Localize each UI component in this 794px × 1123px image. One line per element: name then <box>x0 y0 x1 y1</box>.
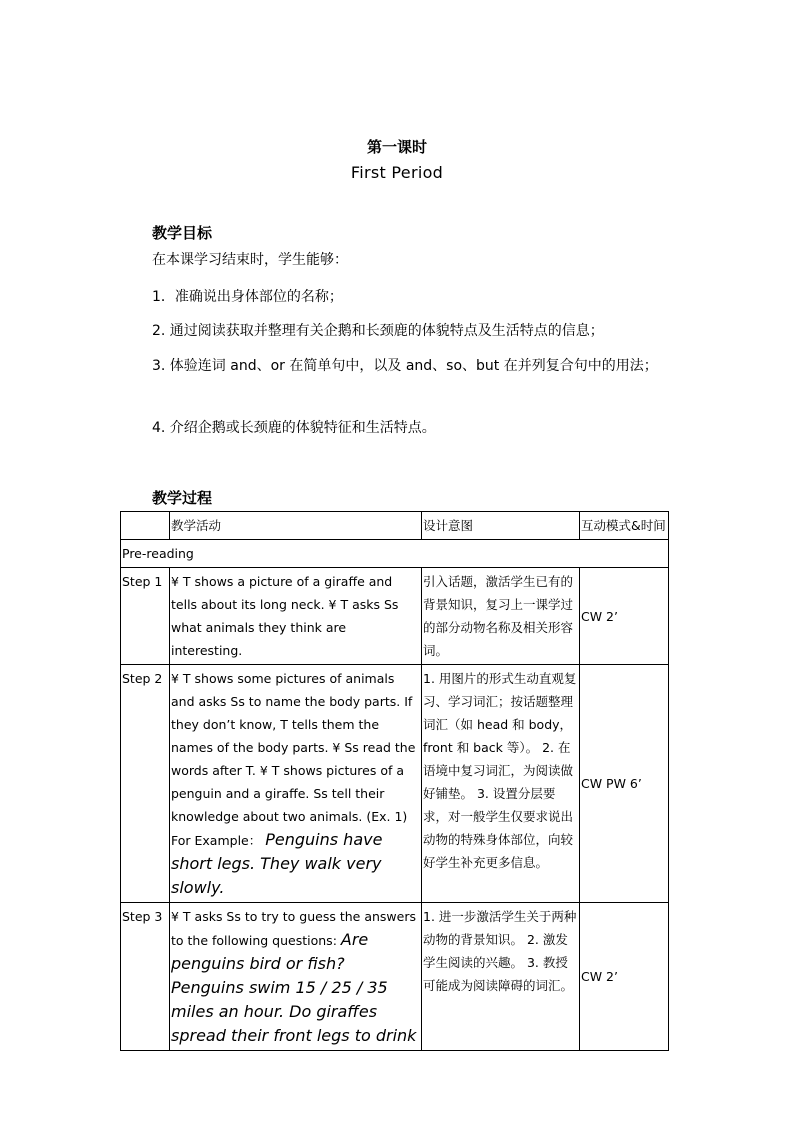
table-header-row <box>121 512 669 540</box>
process-heading: 教学过程 <box>152 489 213 507</box>
process-table <box>120 511 669 1051</box>
step-activity-example: Penguins have short legs. They walk very slowly. <box>171 830 383 897</box>
section-label: Pre-reading <box>121 540 669 568</box>
section-row <box>121 540 669 568</box>
step-activity: ¥ T shows a picture of a giraffe and tells about its long neck. ¥ T asks Ss what animals they think are interesting. <box>170 568 422 665</box>
objective-item-4: 4. 介绍企鹅或长颈鹿的体貌特征和生活特点。 <box>152 420 436 436</box>
header-cell-mode: 互动模式&时间 <box>580 512 669 540</box>
objectives-heading: 教学目标 <box>152 224 213 242</box>
table-row <box>121 568 669 665</box>
table-row <box>121 903 669 1051</box>
step-mode: CW 2’ <box>580 568 669 665</box>
objective-item-2: 2. 通过阅读获取并整理有关企鹅和长颈鹿的体貌特点及生活特点的信息； <box>152 323 604 339</box>
step-activity-cell <box>170 665 422 903</box>
step-intent: 引入话题，激活学生已有的背景知识，复习上一课学过的部分动物名称及相关形容词。 <box>422 568 580 665</box>
step-label: Step 1 <box>121 568 170 665</box>
step-activity-cell <box>170 903 422 1051</box>
table-row <box>121 665 669 903</box>
page-title-en: First Period <box>350 163 444 182</box>
header-cell-step <box>121 512 170 540</box>
step-label: Step 3 <box>121 903 170 1051</box>
step-activity-example: Are penguins bird or fish? Penguins swim 15 / 25 / 35 miles an hour. Do giraffes spread their front legs to drink <box>171 930 417 1045</box>
step-intent: 1. 用图片的形式生动直观复习、学习词汇；按话题整理词汇（如 head 和 body，front 和 back 等）。 2. 在语境中复习词汇，为阅读做好铺垫。 3. 设置分层要求，对一般学生仅要求说出动物的特殊身体部位，向较好学生补充更多信息。 <box>422 665 580 903</box>
step-activity: ¥ T asks Ss to try to guess the answers to the following questions: <box>171 909 417 948</box>
step-activity: ¥ T shows some pictures of animals and asks Ss to name the body parts. If they don’t know, T tells them the names of the body parts. ¥ Ss read the words after T. ¥ T shows pictures of a penguin and a giraffe. Ss tell their knowledge about two animals. (Ex. 1) For Example： <box>171 671 416 848</box>
header-cell-activity: 教学活动 <box>170 512 422 540</box>
step-mode: CW PW 6’ <box>580 665 669 903</box>
objectives-intro: 在本课学习结束时，学生能够： <box>152 252 348 268</box>
objective-item-1: 1．准确说出身体部位的名称； <box>152 289 343 305</box>
objective-item-3: 3. 体验连词 and、or 在简单句中，以及 and、so、but 在并列复合句中的用法； <box>152 358 658 374</box>
step-mode: CW 2’ <box>580 903 669 1051</box>
page-title-cn: 第一课时 <box>366 138 427 156</box>
step-label: Step 2 <box>121 665 170 903</box>
header-cell-intent: 设计意图 <box>422 512 580 540</box>
step-intent: 1. 进一步激活学生关于两种动物的背景知识。 2. 激发学生阅读的兴趣。 3. 教授可能成为阅读障碍的词汇。 <box>422 903 580 1051</box>
